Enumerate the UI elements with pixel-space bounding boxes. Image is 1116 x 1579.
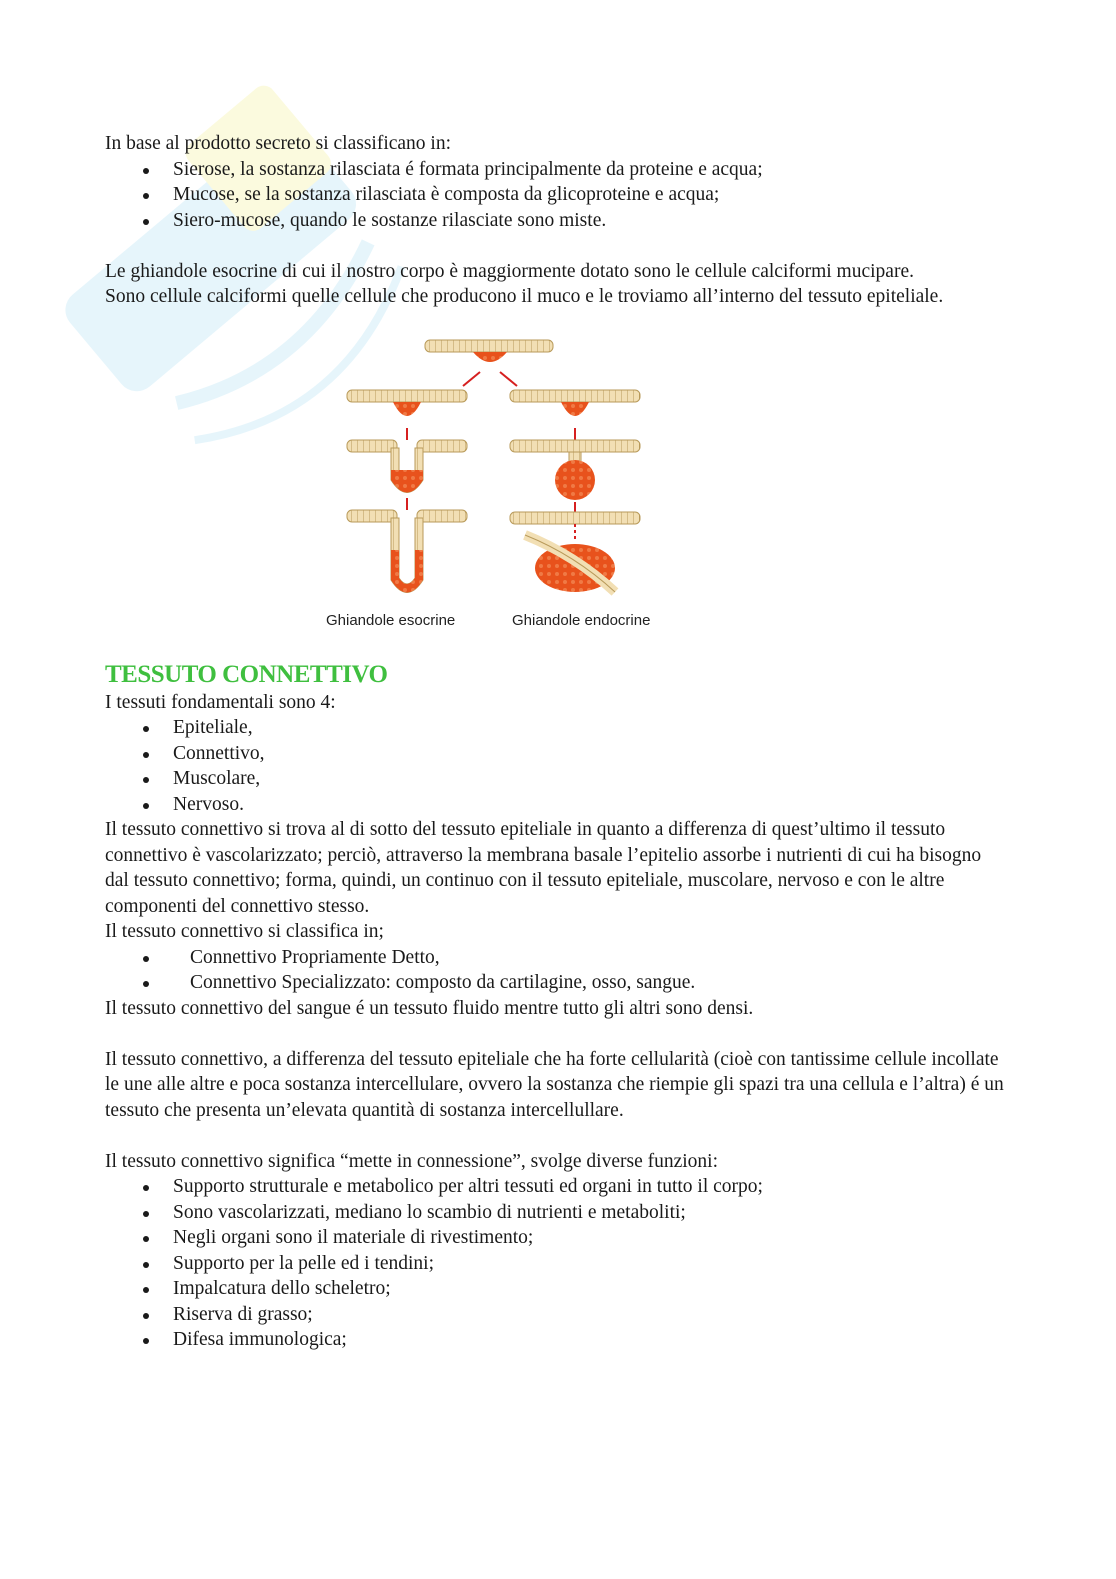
secretion-list: [105, 157, 1005, 234]
list-item: Connettivo,: [105, 741, 1005, 767]
gland-illustration: [345, 330, 765, 610]
section-title: TESSUTO CONNETTIVO: [105, 660, 388, 688]
list-item: Riserva di grasso;: [105, 1302, 1005, 1328]
caption-endocrine: Ghiandole endocrine: [512, 611, 651, 629]
list-item: Nervoso.: [105, 792, 1005, 818]
list-item: Siero-mucose, quando le sostanze rilasciate sono miste.: [105, 208, 1005, 234]
intro-lead: In base al prodotto secreto si classificano in:: [105, 133, 452, 154]
list-item: Sono vascolarizzati, mediano lo scambio di nutrienti e metaboliti;: [105, 1200, 1005, 1226]
tissues-list: [105, 715, 1005, 817]
list-item: Connettivo Specializzato: composto da cartilagine, osso, sangue.: [105, 970, 1005, 996]
list-item: Mucose, se la sostanza rilasciata è composta da glicoproteine e acqua;: [105, 182, 1005, 208]
list-item: Sierose, la sostanza rilasciata é formata principalmente da proteine e acqua;: [105, 157, 1005, 183]
paragraph-cellularita: Il tessuto connettivo, a differenza del tessuto epiteliale che ha forte cellularità (cioè con tantissime cellule incollate le une alle altre e poca sostanza intercellulare, ovvero la sostanza che riempie gli spazi tra una cellula e l’altra) é un tessuto che presenta un’elevata quantità di sostanza intercellullare.: [105, 1048, 1004, 1121]
paragraph-sangue: Il tessuto connettivo del sangue é un tessuto fluido mentre tutto gli altri sono densi.: [105, 997, 754, 1019]
paragraph-classifica: Il tessuto connettivo si classifica in;: [105, 921, 384, 942]
list-item: Supporto strutturale e metabolico per altri tessuti ed organi in tutto il corpo;: [105, 1174, 1005, 1200]
list-item: Difesa immunologica;: [105, 1327, 1005, 1353]
caption-exocrine: Ghiandole esocrine: [326, 611, 456, 629]
paragraph-muco: Sono cellule calciformi quelle cellule che producono il muco e le troviamo all’interno del tessuto epiteliale.: [105, 286, 944, 307]
paragraph-funzioni: Il tessuto connettivo significa “mette in connessione”, svolge diverse funzioni:: [105, 1150, 719, 1172]
document-page: [105, 131, 1005, 1353]
list-item: Supporto per la pelle ed i tendini;: [105, 1251, 1005, 1277]
tissues-lead: I tessuti fondamentali sono 4:: [105, 691, 336, 713]
paragraph-calciformi: Le ghiandole esocrine di cui il nostro corpo è maggiormente dotato sono le cellule calciformi mucipare.: [105, 260, 914, 282]
list-item: Muscolare,: [105, 766, 1005, 792]
gland-diagram: [105, 330, 1005, 660]
list-item: Impalcatura dello scheletro;: [105, 1276, 1005, 1302]
list-item: Connettivo Propriamente Detto,: [105, 945, 1005, 971]
functions-list: [105, 1174, 1005, 1353]
paragraph-connettivo: Il tessuto connettivo si trova al di sotto del tessuto epiteliale in quanto a differenza di quest’ultimo il tessuto connettivo è vascolarizzato; perciò, attraverso la membrana basale l’epitelio assorbe i nutrienti di cui ha bisogno dal tessuto connettivo; forma, quindi, un continuo con il tessuto epiteliale, muscolare, nervoso e con le altre componenti del connettivo stesso.: [105, 819, 982, 917]
list-item: Negli organi sono il materiale di rivestimento;: [105, 1225, 1005, 1251]
list-item: Epiteliale,: [105, 715, 1005, 741]
classes-list: [105, 945, 1005, 996]
